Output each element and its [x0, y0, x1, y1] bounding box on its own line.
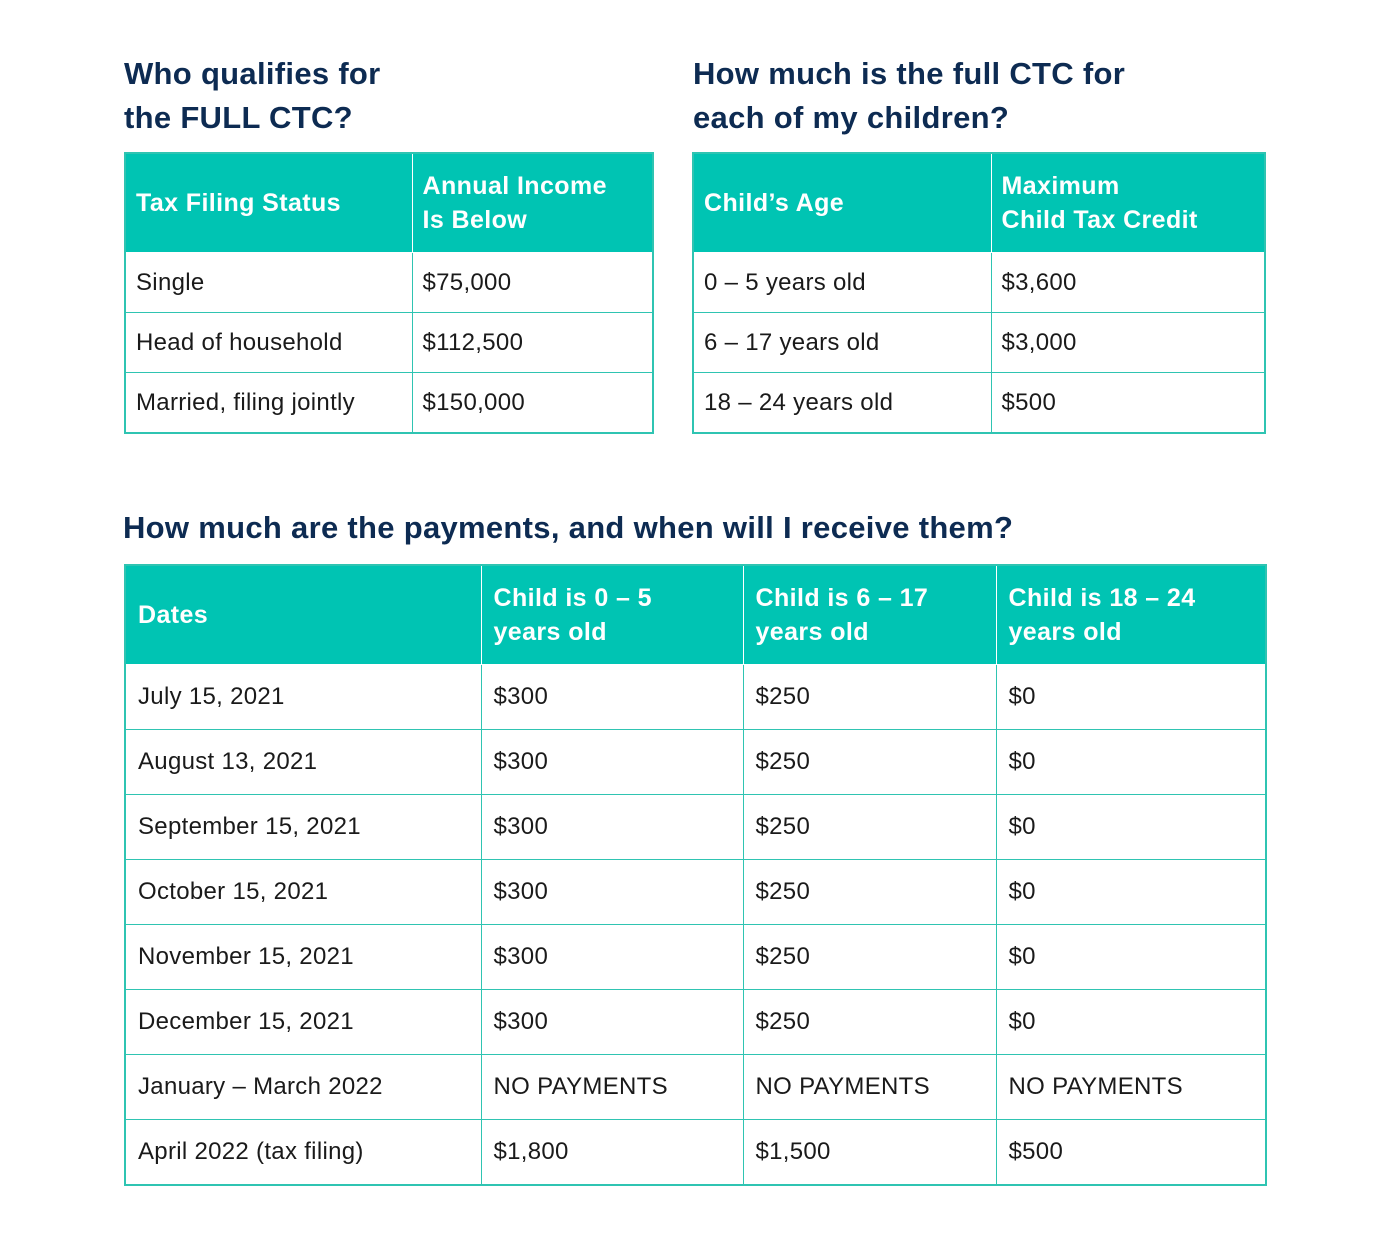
table-cell: $0 [996, 860, 1266, 925]
column-header-income: Annual Income Is Below [412, 153, 653, 253]
table-row [125, 795, 1266, 860]
table-row [125, 253, 653, 313]
table-cell: $0 [996, 925, 1266, 990]
qualify-table [124, 152, 654, 434]
table-cell: $300 [481, 665, 743, 730]
table-row [125, 313, 653, 373]
table-cell: $300 [481, 795, 743, 860]
table-cell: Married, filing jointly [125, 373, 412, 434]
table-cell: $300 [481, 860, 743, 925]
table-row [693, 253, 1265, 313]
payments-heading: How much are the payments, and when will I receive them? [123, 510, 1014, 545]
table-header-row [693, 153, 1265, 253]
column-header-age-6-17: Child is 6 – 17 years old [743, 565, 996, 665]
table-cell: $250 [743, 990, 996, 1055]
table-cell: $500 [996, 1120, 1266, 1186]
table-row [125, 730, 1266, 795]
table-row [125, 373, 653, 434]
table-cell: 18 – 24 years old [693, 373, 991, 434]
table-cell: $112,500 [412, 313, 653, 373]
table-row [125, 1120, 1266, 1186]
table-cell: $300 [481, 990, 743, 1055]
table-cell: Head of household [125, 313, 412, 373]
table-cell: $75,000 [412, 253, 653, 313]
table-row [125, 860, 1266, 925]
table-row [693, 313, 1265, 373]
table-cell: $250 [743, 795, 996, 860]
column-header-child-age: Child’s Age [693, 153, 991, 253]
column-header-filing-status: Tax Filing Status [125, 153, 412, 253]
table-cell: $3,000 [991, 313, 1265, 373]
table-cell: December 15, 2021 [125, 990, 481, 1055]
table-cell: $500 [991, 373, 1265, 434]
column-header-age-18-24: Child is 18 – 24 years old [996, 565, 1266, 665]
table-cell: Single [125, 253, 412, 313]
table-cell: $1,500 [743, 1120, 996, 1186]
table-cell: $0 [996, 665, 1266, 730]
table-cell: NO PAYMENTS [996, 1055, 1266, 1120]
table-row [125, 990, 1266, 1055]
table-cell: September 15, 2021 [125, 795, 481, 860]
table-cell: April 2022 (tax filing) [125, 1120, 481, 1186]
qualify-heading: Who qualifies for the FULL CTC? [124, 56, 381, 135]
table-header-row [125, 565, 1266, 665]
table-cell: November 15, 2021 [125, 925, 481, 990]
column-header-max-credit: Maximum Child Tax Credit [991, 153, 1265, 253]
table-cell: 6 – 17 years old [693, 313, 991, 373]
column-header-age-0-5: Child is 0 – 5 years old [481, 565, 743, 665]
table-cell: $0 [996, 795, 1266, 860]
table-cell: $1,800 [481, 1120, 743, 1186]
payments-table [124, 564, 1267, 1186]
table-cell: August 13, 2021 [125, 730, 481, 795]
table-row [125, 925, 1266, 990]
table-cell: 0 – 5 years old [693, 253, 991, 313]
amount-heading: How much is the full CTC for each of my children? [693, 56, 1126, 135]
table-cell: $250 [743, 665, 996, 730]
table-cell: $150,000 [412, 373, 653, 434]
table-cell: July 15, 2021 [125, 665, 481, 730]
table-cell: October 15, 2021 [125, 860, 481, 925]
column-header-dates: Dates [125, 565, 481, 665]
table-cell: $3,600 [991, 253, 1265, 313]
table-cell: $300 [481, 925, 743, 990]
amount-table [692, 152, 1266, 434]
table-cell: $300 [481, 730, 743, 795]
table-cell: NO PAYMENTS [743, 1055, 996, 1120]
table-cell: $0 [996, 990, 1266, 1055]
table-cell: $250 [743, 730, 996, 795]
table-row [693, 373, 1265, 434]
table-cell: $250 [743, 925, 996, 990]
table-header-row [125, 153, 653, 253]
table-cell: $250 [743, 860, 996, 925]
table-row [125, 1055, 1266, 1120]
table-cell: NO PAYMENTS [481, 1055, 743, 1120]
table-cell: $0 [996, 730, 1266, 795]
table-cell: January – March 2022 [125, 1055, 481, 1120]
table-row [125, 665, 1266, 730]
